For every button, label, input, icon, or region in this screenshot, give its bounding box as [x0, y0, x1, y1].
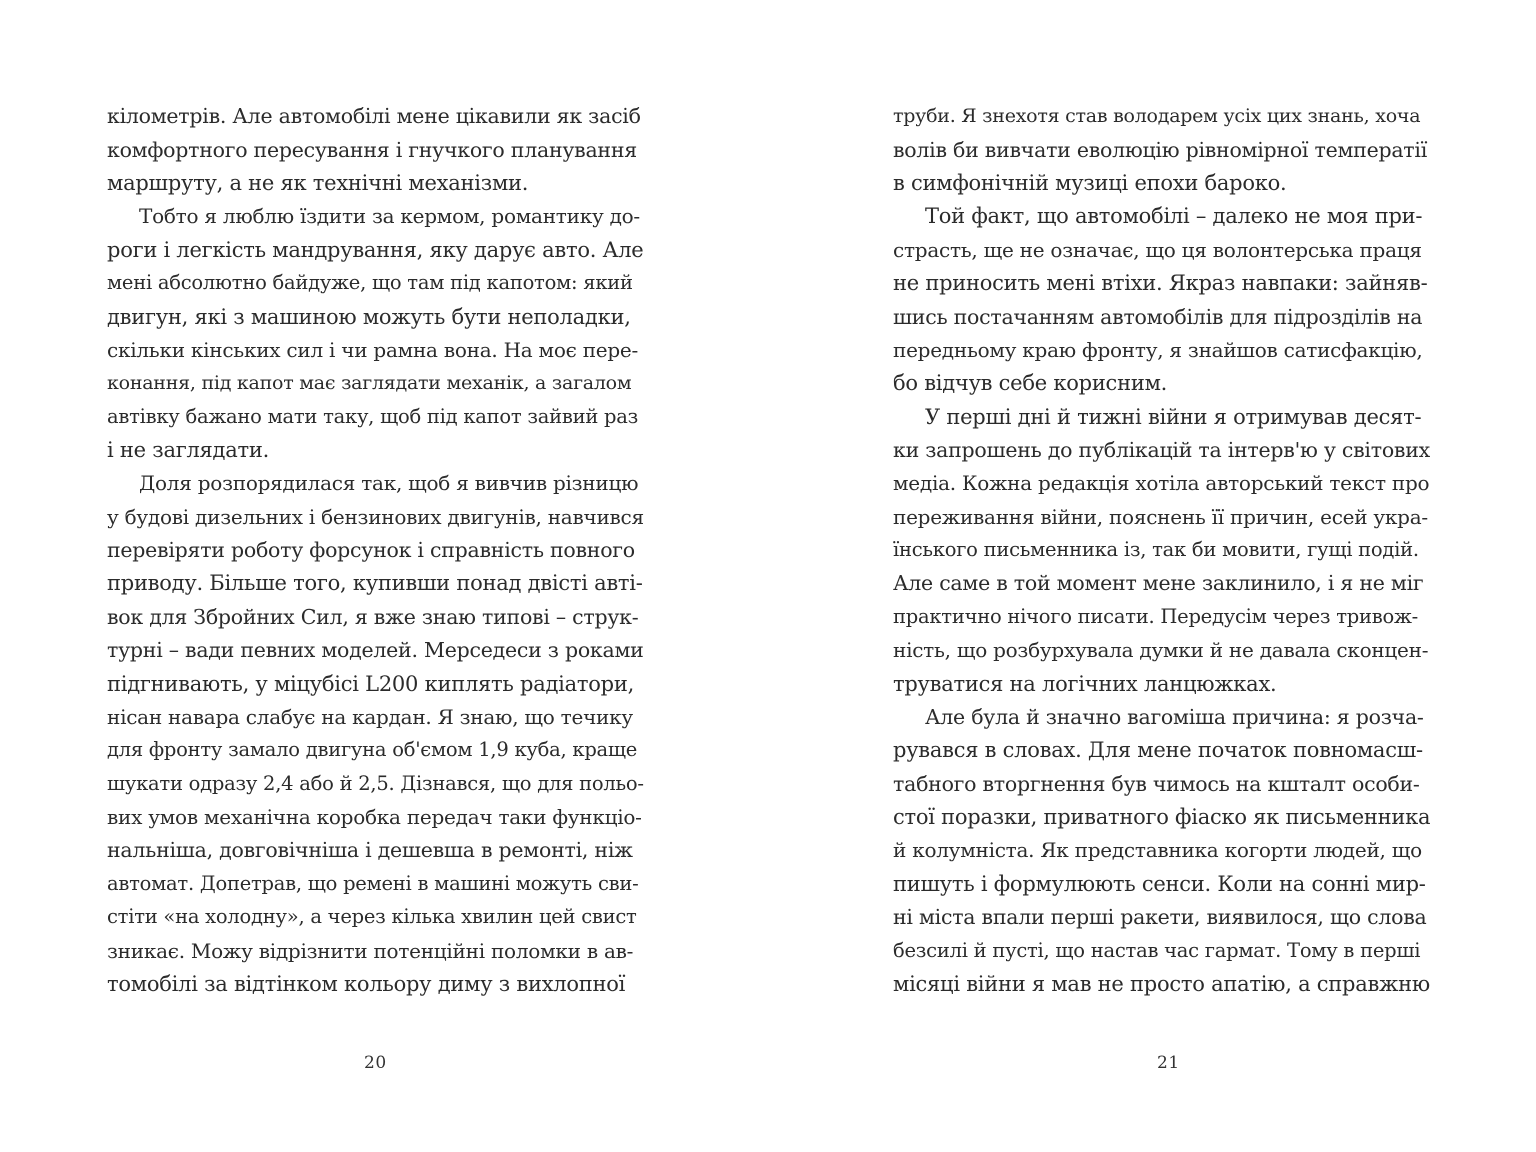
text-line: рувався в словах. Для мене початок повномасш- [893, 738, 1423, 762]
paragraph-first-line: У перші дні й тижні війни я отримував десят- [925, 405, 1422, 429]
text-line: маршруту, а не як технічні механізми. [107, 171, 529, 195]
text-line: перевіряти роботу форсунок і справність повного [107, 538, 635, 562]
text-line: практично нічого писати. Передусім через тривож- [893, 605, 1419, 628]
text-line: медіа. Кожна редакція хотіла авторський текст про [893, 471, 1430, 495]
paragraph-first-line: Той факт, що автомобілі – далеко не моя при- [925, 204, 1423, 228]
paragraph-first-line: Доля розпорядилася так, щоб я вивчив різницю [139, 471, 639, 495]
text-line: комфортного пересування і гнучкого планування [107, 138, 637, 162]
text-line: й колумніста. Як представника когорти людей, що [893, 838, 1422, 862]
text-line: переживання війни, пояснень її причин, есей укра- [893, 505, 1428, 529]
text-line: вих умов механічна коробка передач таки функціо- [107, 805, 642, 829]
text-line: волів би вивчати еволюцію рівномірної температії [893, 138, 1428, 162]
text-line: безсилі й пусті, що настав час гармат. Тому в перші [893, 939, 1421, 962]
paragraph-first-line: Тобто я люблю їздити за кермом, романтику до- [139, 204, 640, 228]
text-line: нісан навара слабує на кардан. Я знаю, що течику [107, 705, 633, 729]
text-line: стіти «на холодну», а через кілька хвилин цей свист [107, 905, 637, 928]
text-line: стої поразки, приватного фіаско як письменника [893, 805, 1431, 829]
page-number-right: 21 [1157, 1053, 1180, 1073]
text-line: ність, що розбурхувала думки й не давала сконцен- [893, 638, 1429, 662]
text-line: шукати одразу 2,4 або й 2,5. Дізнався, що для польо- [107, 772, 644, 795]
paragraph-first-line: Але була й значно вагоміша причина: я розча- [925, 705, 1424, 729]
text-line: мені абсолютно байдуже, що там під капотом: який [107, 271, 633, 294]
text-line: бо відчув себе корисним. [893, 371, 1168, 395]
text-line: скільки кінських сил і чи рамна вона. На моє пере- [107, 338, 639, 362]
text-line: ні міста впали перші ракети, виявилося, що слова [893, 905, 1427, 929]
text-line: місяці війни я мав не просто апатію, а справжню [893, 972, 1430, 996]
text-line: для фронту замало двигуна об'ємом 1,9 куба, краще [107, 738, 638, 761]
text-line: шись постачанням автомобілів для підрозділів на [893, 305, 1423, 329]
text-line: передньому краю фронту, я знайшов сатисфакцію, [893, 338, 1423, 362]
text-line: не приносить мені втіхи. Якраз навпаки: зайняв- [893, 271, 1428, 295]
text-line: труби. Я знехотя став володарем усіх цих знань, хоча [893, 105, 1421, 127]
text-line: роги і легкість мандрування, яку дарує авто. Але [107, 238, 644, 262]
right-page [768, 0, 1536, 1152]
text-line: і не заглядати. [107, 438, 270, 462]
page-number-left: 20 [364, 1053, 387, 1073]
text-line: в симфонічній музиці епохи бароко. [893, 171, 1287, 195]
text-line: ки запрошень до публікацій та інтерв'ю у світових [893, 438, 1430, 462]
text-line: томобілі за відтінком кольору диму з вихлопної [107, 972, 626, 996]
text-line: автомат. Допетрав, що ремені в машині можуть сви- [107, 872, 639, 895]
text-line: вок для Збройних Сил, я вже знаю типові – струк- [107, 605, 639, 629]
text-line: автівку бажано мати таку, щоб під капот зайвий раз [107, 405, 639, 428]
text-line: турні – вади певних моделей. Мерседеси з роками [107, 638, 644, 662]
text-line: приводу. Більше того, купивши понад двісті авті- [107, 571, 643, 595]
text-line: труватися на логічних ланцюжках. [893, 672, 1277, 696]
text-line: табного вторгнення був чимось на кшталт особи- [893, 772, 1420, 796]
text-line: зникає. Можу відрізнити потенційні поломки в ав- [107, 939, 634, 963]
text-line: Але саме в той момент мене заклинило, і я не міг [893, 571, 1424, 595]
text-line: їнського письменника із, так би мовити, гущі подій. [893, 538, 1419, 561]
text-line: двигун, які з машиною можуть бути неполадки, [107, 305, 631, 329]
text-line: страсть, ще не означає, що ця волонтерська праця [893, 238, 1422, 262]
text-line: конання, під капот має заглядати механік, а загалом [107, 372, 632, 394]
text-line: пишуть і формулюють сенси. Коли на сонні мир- [893, 872, 1426, 896]
text-line: кілометрів. Але автомобілі мене цікавили як засіб [107, 104, 641, 128]
text-line: нальніша, довговічніша і дешевша в ремонті, ніж [107, 838, 633, 862]
text-line: підгнивають, у міцубісі L200 киплять радіатори, [107, 672, 635, 696]
text-line: у будові дизельних і бензинових двигунів, навчився [107, 505, 644, 529]
